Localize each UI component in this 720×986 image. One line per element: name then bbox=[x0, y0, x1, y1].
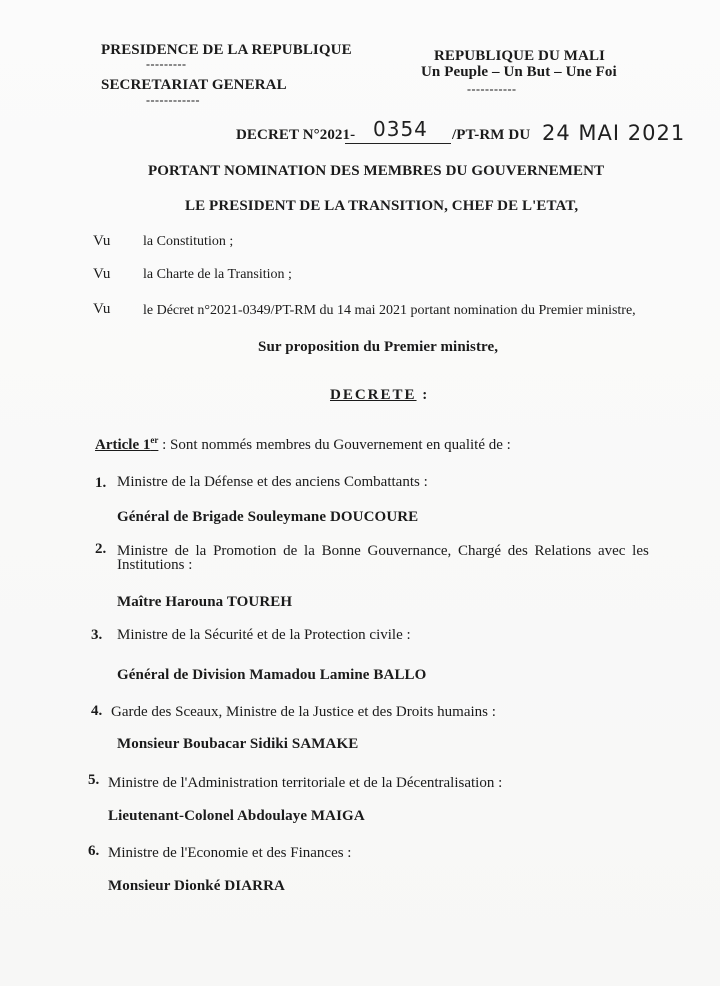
article-label bbox=[95, 437, 158, 453]
article-text: : Sont nommés membres du Gouvernement en qualité de : bbox=[162, 437, 511, 453]
decree-title: PORTANT NOMINATION DES MEMBRES DU GOUVERNEMENT bbox=[148, 163, 605, 179]
appointment-5-number: 5. bbox=[88, 772, 100, 788]
header-secretariat: SECRETARIAT GENERAL bbox=[101, 77, 287, 93]
decrete-colon: : bbox=[422, 387, 430, 403]
appointment-1-post: Ministre de la Défense et des anciens Combattants : bbox=[117, 474, 428, 490]
header-motto: Un Peuple – Un But – Une Foi bbox=[421, 64, 617, 80]
vu-label-3: Vu bbox=[93, 301, 111, 317]
vu-text-2: la Charte de la Transition ; bbox=[143, 267, 292, 282]
vu-text-3: le Décret n°2021-0349/PT-RM du 14 mai 2021 portant nomination du Premier ministre, bbox=[143, 303, 636, 318]
header-presidence: PRESIDENCE DE LA REPUBLIQUE bbox=[101, 42, 352, 58]
decrete-heading bbox=[330, 387, 429, 404]
header-right-separator: ----------- bbox=[467, 82, 517, 96]
appointment-4-post: Garde des Sceaux, Ministre de la Justice et des Droits humains : bbox=[111, 704, 496, 720]
appointment-5-post: Ministre de l'Administration territoriale et de la Décentralisation : bbox=[108, 775, 503, 791]
appointment-2-post-line2: Institutions : bbox=[117, 557, 193, 573]
decree-authority: LE PRESIDENT DE LA TRANSITION, CHEF DE L'ETAT, bbox=[185, 198, 579, 214]
appointment-2-name: Maître Harouna TOUREH bbox=[117, 594, 293, 610]
header-left-separator-2: ------------ bbox=[146, 93, 200, 107]
appointment-2-number: 2. bbox=[95, 541, 107, 557]
appointment-4-name: Monsieur Boubacar Sidiki SAMAKE bbox=[117, 736, 359, 752]
decree-number: 0354 bbox=[373, 117, 428, 141]
appointment-3-post: Ministre de la Sécurité et de la Protection civile : bbox=[117, 627, 411, 643]
vu-text-1: la Constitution ; bbox=[143, 234, 234, 249]
appointment-1-name: Général de Brigade Souleymane DOUCOURE bbox=[117, 509, 419, 525]
appointment-5-name: Lieutenant-Colonel Abdoulaye MAIGA bbox=[108, 808, 365, 824]
decree-date: 24 MAI 2021 bbox=[542, 121, 686, 145]
appointment-2-post: Ministre de la Promotion de la Bonne Gouvernance, Chargé des Relations avec les bbox=[117, 543, 649, 559]
header-republique: REPUBLIQUE DU MALI bbox=[434, 48, 605, 64]
appointment-3-number: 3. bbox=[91, 627, 103, 643]
appointment-1-number: 1. bbox=[95, 475, 107, 491]
appointment-4-number: 4. bbox=[91, 703, 103, 719]
article-1 bbox=[95, 437, 511, 454]
decree-suffix: /PT-RM DU bbox=[452, 127, 531, 143]
appointment-6-number: 6. bbox=[88, 843, 100, 859]
proposition: Sur proposition du Premier ministre, bbox=[258, 339, 499, 355]
article-sup: er bbox=[150, 435, 159, 445]
decree-number-underline bbox=[345, 143, 451, 144]
appointment-3-name: Général de Division Mamadou Lamine BALLO bbox=[117, 667, 427, 683]
header-left-separator-1: --------- bbox=[146, 57, 187, 71]
decrete-word: DECRETE bbox=[330, 387, 417, 403]
vu-label-2: Vu bbox=[93, 266, 111, 282]
appointment-6-name: Monsieur Dionké DIARRA bbox=[108, 878, 285, 894]
appointment-6-post: Ministre de l'Economie et des Finances : bbox=[108, 845, 352, 861]
article-label-text: Article 1 bbox=[95, 437, 151, 453]
vu-label-1: Vu bbox=[93, 233, 111, 249]
decree-prefix: DECRET N°2021- bbox=[236, 127, 356, 143]
